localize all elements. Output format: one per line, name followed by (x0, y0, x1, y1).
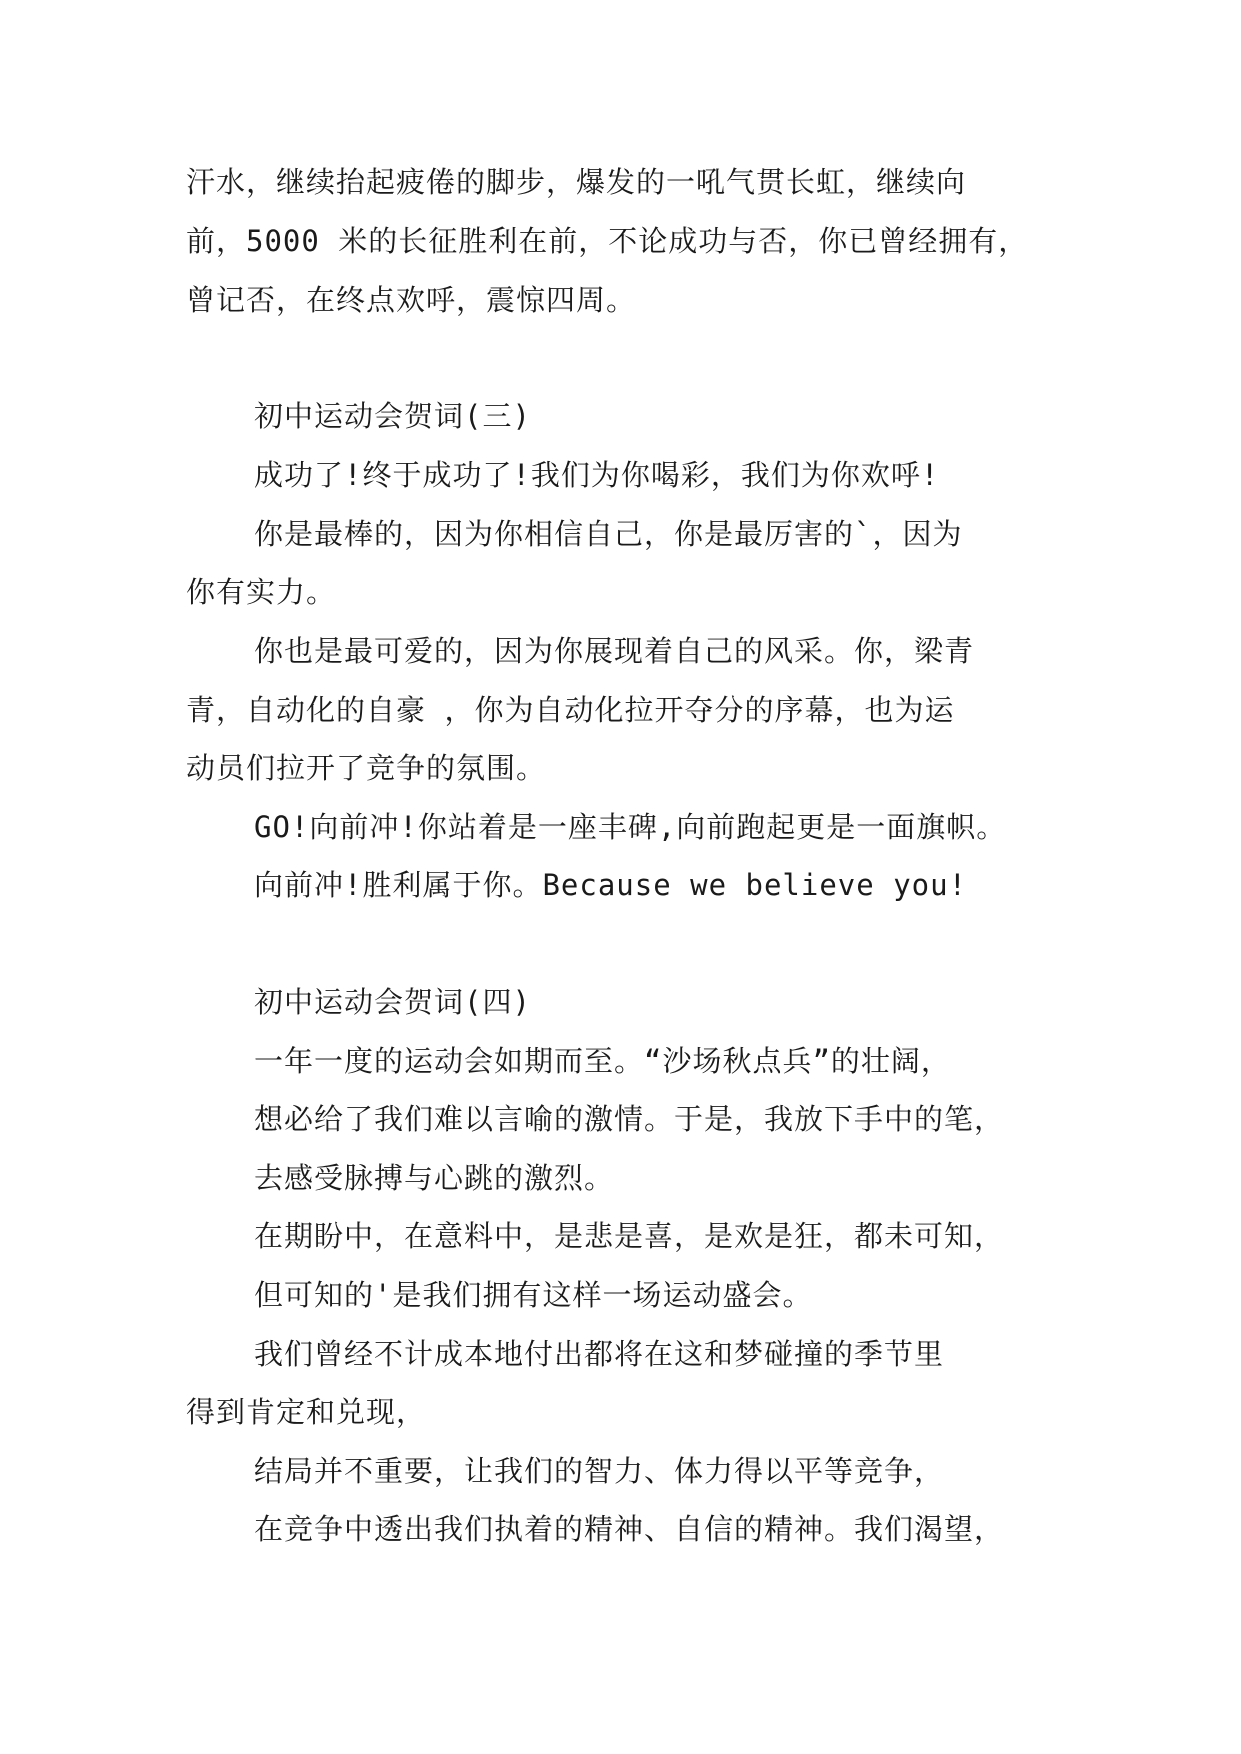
intro-line-3: 曾记否，在终点欢呼，震惊四周。 (186, 283, 637, 317)
intro-line-2: 前，5000 米的长征胜利在前，不论成功与否，你已曾经拥有， (186, 224, 1029, 258)
section3-line-3: 你有实力。 (186, 575, 337, 609)
intro-line-1: 汗水，继续抬起疲倦的脚步，爆发的一吼气贯长虹，继续向 (186, 165, 967, 199)
section4-line-6: 我们曾经不计成本地付出都将在这和梦碰撞的季节里 (254, 1337, 945, 1371)
section4-line-4: 在期盼中，在意料中，是悲是喜，是欢是狂，都未可知， (254, 1219, 1005, 1253)
section4-line-5: 但可知的'是我们拥有这样一场运动盛会。 (254, 1278, 813, 1312)
section3-line-8: 向前冲!胜利属于你。Because we believe you! (254, 868, 968, 902)
section3-line-6: 动员们拉开了竞争的氛围。 (186, 751, 547, 785)
section3-line-1: 成功了!终于成功了!我们为你喝彩，我们为你欢呼! (254, 458, 940, 492)
section4-line-3: 去感受脉搏与心跳的激烈。 (254, 1161, 615, 1195)
section4-line-8: 结局并不重要，让我们的智力、体力得以平等竞争， (254, 1454, 945, 1488)
section3-line-7: GO!向前冲!你站着是一座丰碑,向前跑起更是一面旗帜。 (254, 810, 1007, 844)
section3-line-2: 你是最棒的，因为你相信自己，你是最厉害的`，因为 (254, 517, 963, 551)
section3-heading: 初中运动会贺词(三) (254, 399, 531, 433)
section4-heading: 初中运动会贺词(四) (254, 985, 531, 1019)
section4-line-7: 得到肯定和兑现， (186, 1395, 427, 1429)
section3-line-5: 青，自动化的自豪 ，你为自动化拉开夺分的序幕，也为运 (186, 693, 955, 727)
section4-line-1: 一年一度的运动会如期而至。“沙场秋点兵”的壮阔， (254, 1044, 951, 1078)
section3-line-4: 你也是最可爱的，因为你展现着自己的风采。你，梁青 (254, 634, 975, 668)
section4-line-2: 想必给了我们难以言喻的激情。于是，我放下手中的笔， (254, 1102, 1005, 1136)
section4-line-9: 在竞争中透出我们执着的精神、自信的精神。我们渴望， (254, 1512, 1005, 1546)
